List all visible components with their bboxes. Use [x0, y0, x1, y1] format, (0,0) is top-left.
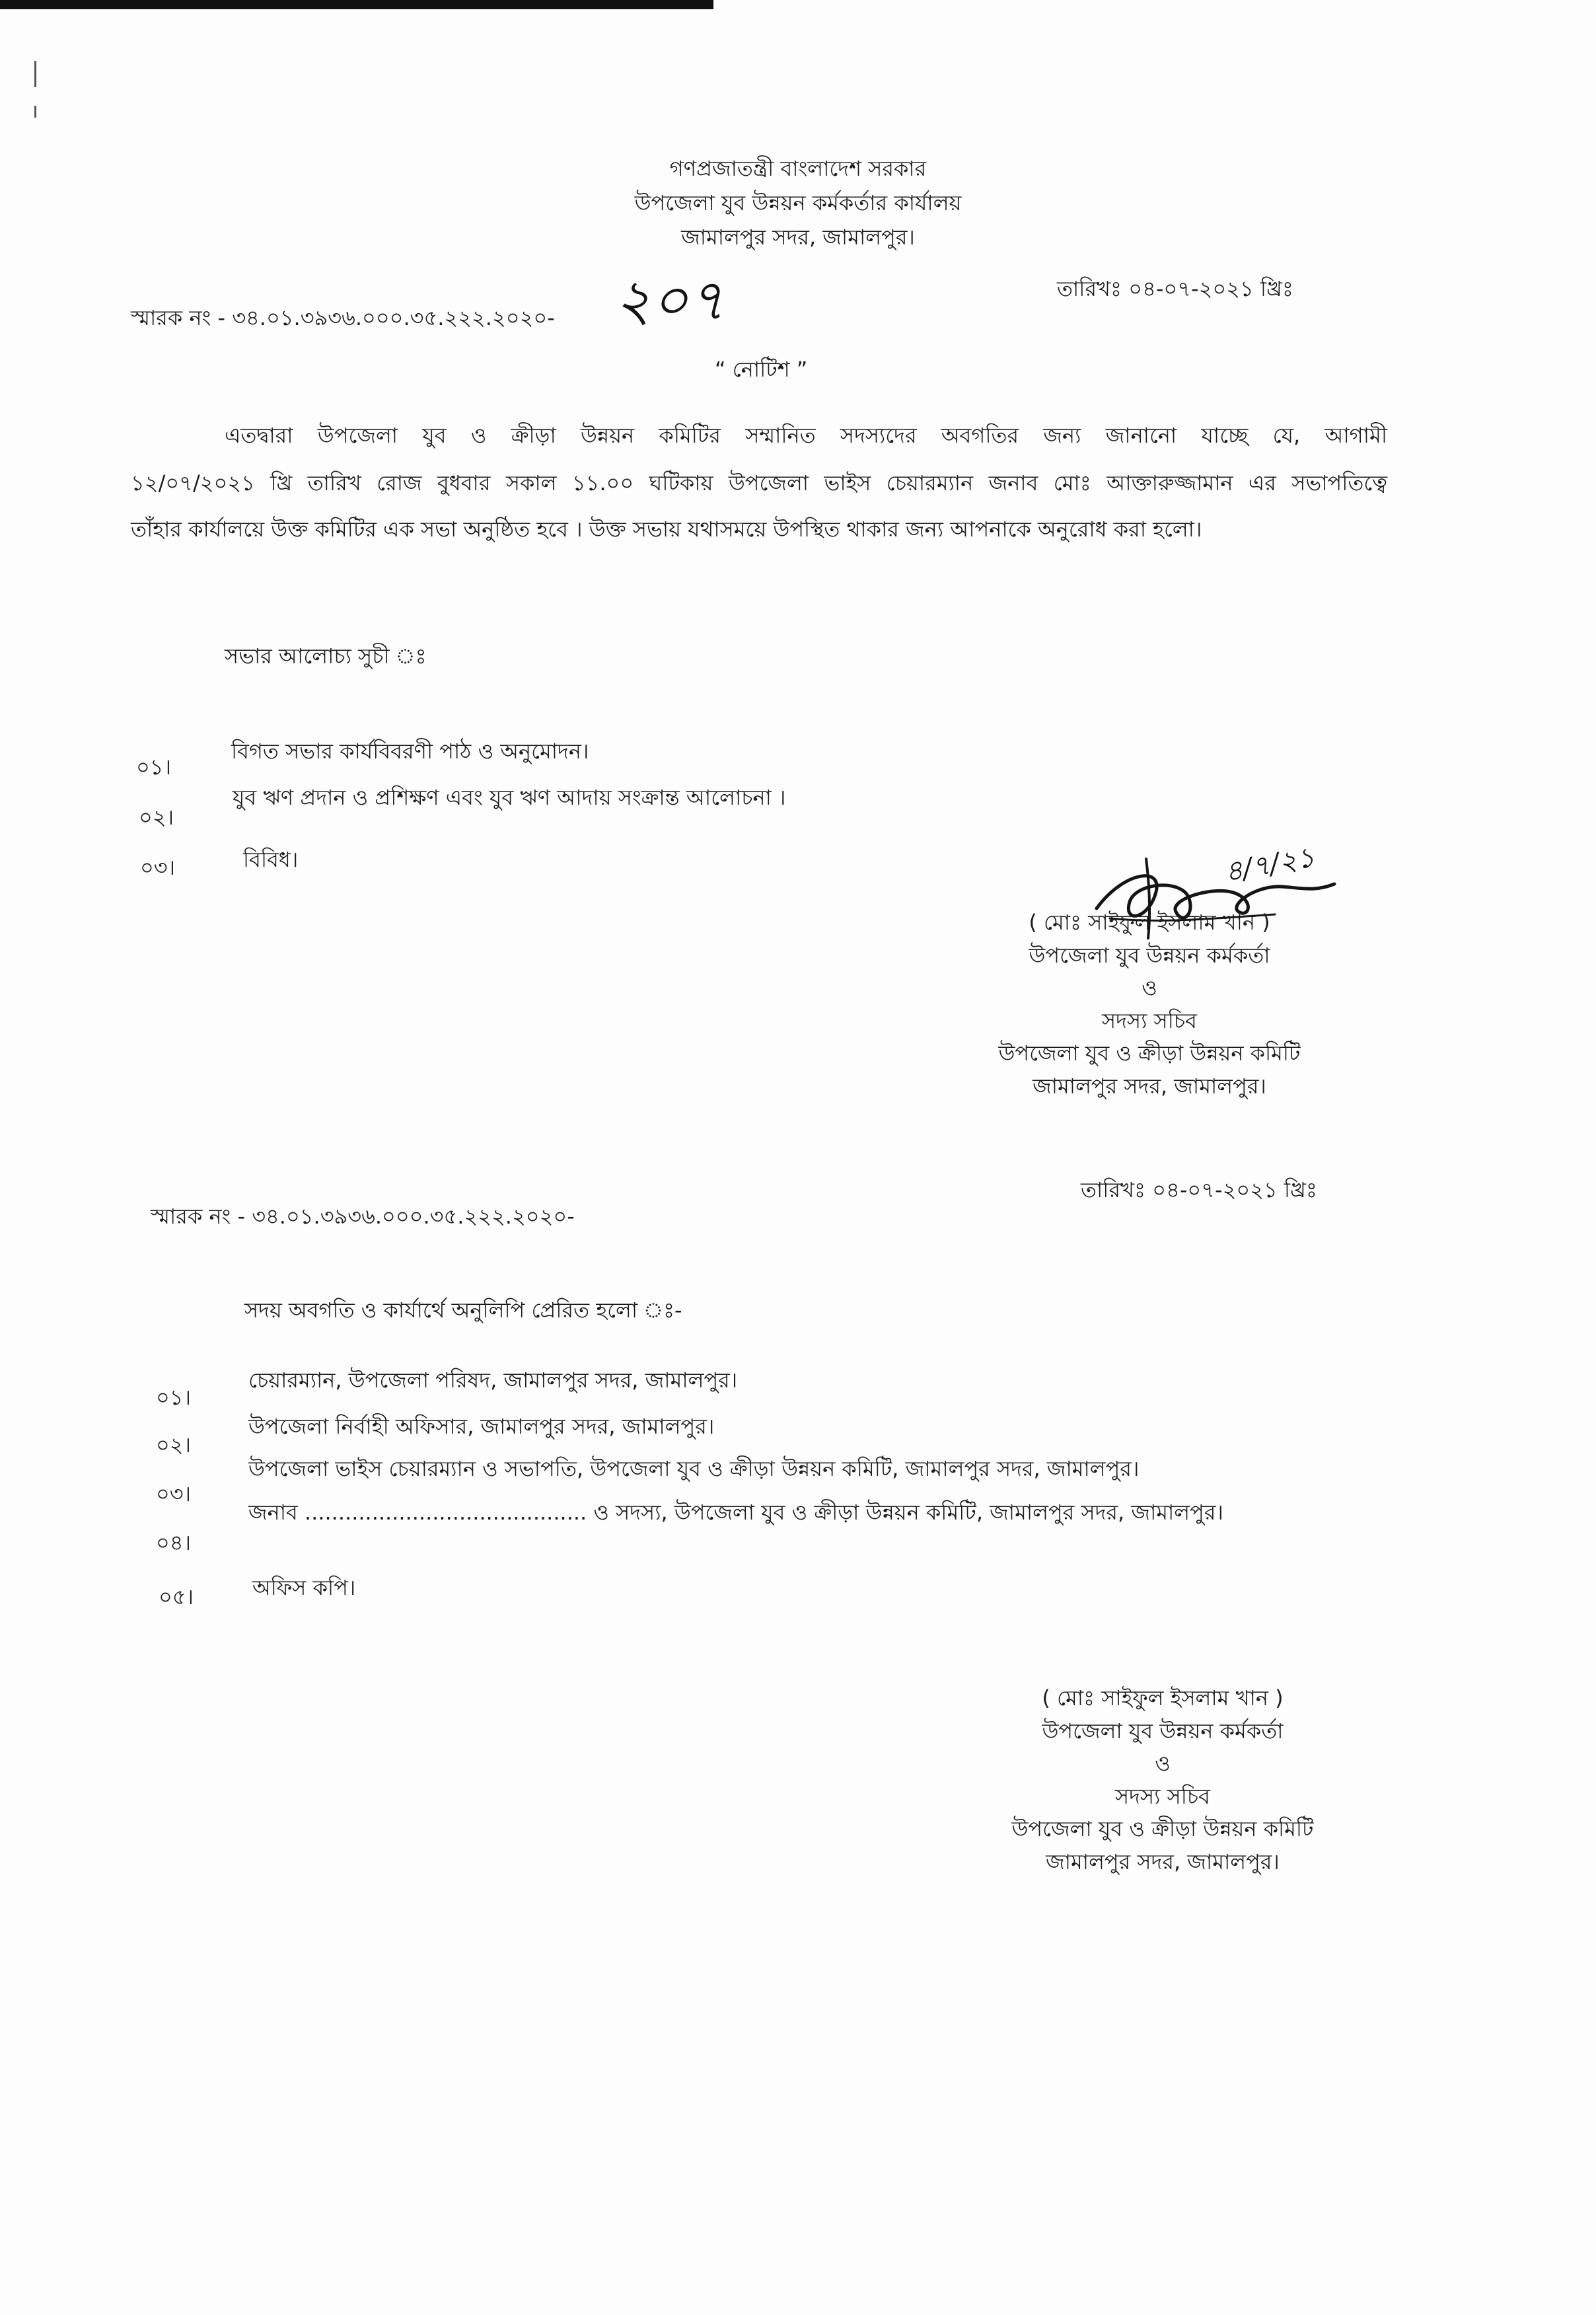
copy-item-number: ০১। [156, 1385, 192, 1410]
memo-date: তারিখঃ ০৪-০৭-২০২১ খ্রিঃ [1057, 276, 1293, 301]
handwritten-signature-date: ৪/৭/২১ [1222, 840, 1317, 889]
signatory-conjunction: ও [1155, 1751, 1171, 1777]
header-office: উপজেলা যুব উন্নয়ন কর্মকর্তার কার্যালয় [634, 190, 962, 215]
signatory-committee: উপজেলা যুব ও ক্রীড়া উন্নয়ন কমিটি [998, 1041, 1301, 1066]
agenda-item-number: ০৩। [140, 855, 176, 880]
copy-item-number: ০৪। [156, 1530, 192, 1555]
handwritten-memo-number: ২০৭ [614, 268, 725, 334]
signatory-role: সদস্য সচিব [1115, 1783, 1210, 1809]
agenda-heading: সভার আলোচ্য সুচী ঃ [225, 643, 427, 669]
signatory-name: ( মোঃ সাইফুল ইসলাম খান ) [1029, 910, 1270, 935]
signatory-conjunction: ও [1142, 975, 1157, 1001]
copy-item-number: ০৫। [159, 1584, 194, 1609]
signatory-role: সদস্য সচিব [1102, 1008, 1197, 1033]
body-line-1: এতদ্বারা উপজেলা যুব ও ক্রীড়া উন্নয়ন কমিটির সম্মানিত সদস্যদের অবগতির জন্য জানানো যাচ্ছে যে, আগামী [225, 423, 1387, 448]
agenda-item-number: ০১। [136, 754, 172, 780]
copy-recipient: চেয়ারম্যান, উপজেলা পরিষদ, জামালপুর সদর, জামালপুর। [248, 1368, 738, 1393]
signatory-committee: উপজেলা যুব ও ক্রীড়া উন্নয়ন কমিটি [1011, 1816, 1314, 1842]
memo-date: তারিখঃ ০৪-০৭-২০২১ খ্রিঃ [1081, 1177, 1317, 1202]
header-address: জামালপুর সদর, জামালপুর। [681, 225, 915, 250]
agenda-item: বিবিধ। [243, 847, 299, 872]
signatory-address: জামালপুর সদর, জামালপুর। [1033, 1073, 1266, 1099]
agenda-item: বিগত সভার কার্যবিবরণী পাঠ ও অনুমোদন। [231, 739, 589, 764]
copy-item-number: ০২। [156, 1432, 192, 1457]
copy-recipient: উপজেলা নির্বাহী অফিসার, জামালপুর সদর, জামালপুর। [248, 1414, 715, 1439]
scan-edge-mark [34, 61, 36, 87]
signatory-title: উপজেলা যুব উন্নয়ন কর্মকর্তা [1029, 942, 1270, 968]
signature-block-2 [938, 1682, 1387, 1879]
signatory-title: উপজেলা যুব উন্নয়ন কর্মকর্তা [1042, 1718, 1284, 1744]
agenda-item-number: ০২। [139, 805, 174, 830]
scan-edge-mark [34, 106, 36, 118]
agenda-item: যুব ঋণ প্রদান ও প্রশিক্ষণ এবং যুব ঋণ আদায় সংক্রান্ত আলোচনা । [233, 785, 786, 810]
header-government: গণপ্রজাতন্ত্রী বাংলাদেশ সরকার [669, 156, 927, 181]
signature-block-1 [925, 906, 1374, 1103]
notice-title: “ নোটিশ ” [715, 357, 808, 382]
copy-recipient: জনাব .......................................... ও সদস্য, উপজেলা যুব ও ক্রীড়া উন্নয়ন কমিটি, জামালপুর সদর, জামালপুর। [248, 1500, 1223, 1525]
signatory-name: ( মোঃ সাইফুল ইসলাম খান ) [1042, 1685, 1284, 1710]
signatory-address: জামালপুর সদর, জামালপুর। [1046, 1849, 1280, 1874]
copy-recipient: উপজেলা ভাইস চেয়ারম্যান ও সভাপতি, উপজেলা যুব ও ক্রীড়া উন্নয়ন কমিটি, জামালপুর সদর, জামালপুর। [248, 1456, 1140, 1481]
copy-recipient: অফিস কপি। [252, 1575, 356, 1600]
copy-item-number: ০৩। [156, 1481, 192, 1506]
scan-edge-bar [0, 0, 713, 9]
copies-heading: সদয় অবগতি ও কার্যার্থে অনুলিপি প্রেরিত হলো ঃ- [244, 1298, 682, 1323]
memo-number: স্মারক নং - ৩৪.০১.৩৯৩৬.০০০.৩৫.২২২.২০২০- [151, 1204, 575, 1229]
body-line-3: তাঁহার কার্যালয়ে উক্ত কমিটির এক সভা অনুষ্ঠিত হবে । উক্ত সভায় যথাসময়ে উপস্থিত থাকার জন্য আপনাকে অনুরোধ করা হলো। [131, 517, 1202, 542]
memo-number: স্মারক নং - ৩৪.০১.৩৯৩৬.০০০.৩৫.২২২.২০২০- [131, 305, 555, 330]
body-line-2: ১২/০৭/২০২১ খ্রি তারিখ রোজ বুধবার সকাল ১১.০০ ঘটিকায় উপজেলা ভাইস চেয়ারম্যান জনাব মোঃ আক্তারুজ্জামান এর সভাপতিত্বে [131, 470, 1387, 496]
